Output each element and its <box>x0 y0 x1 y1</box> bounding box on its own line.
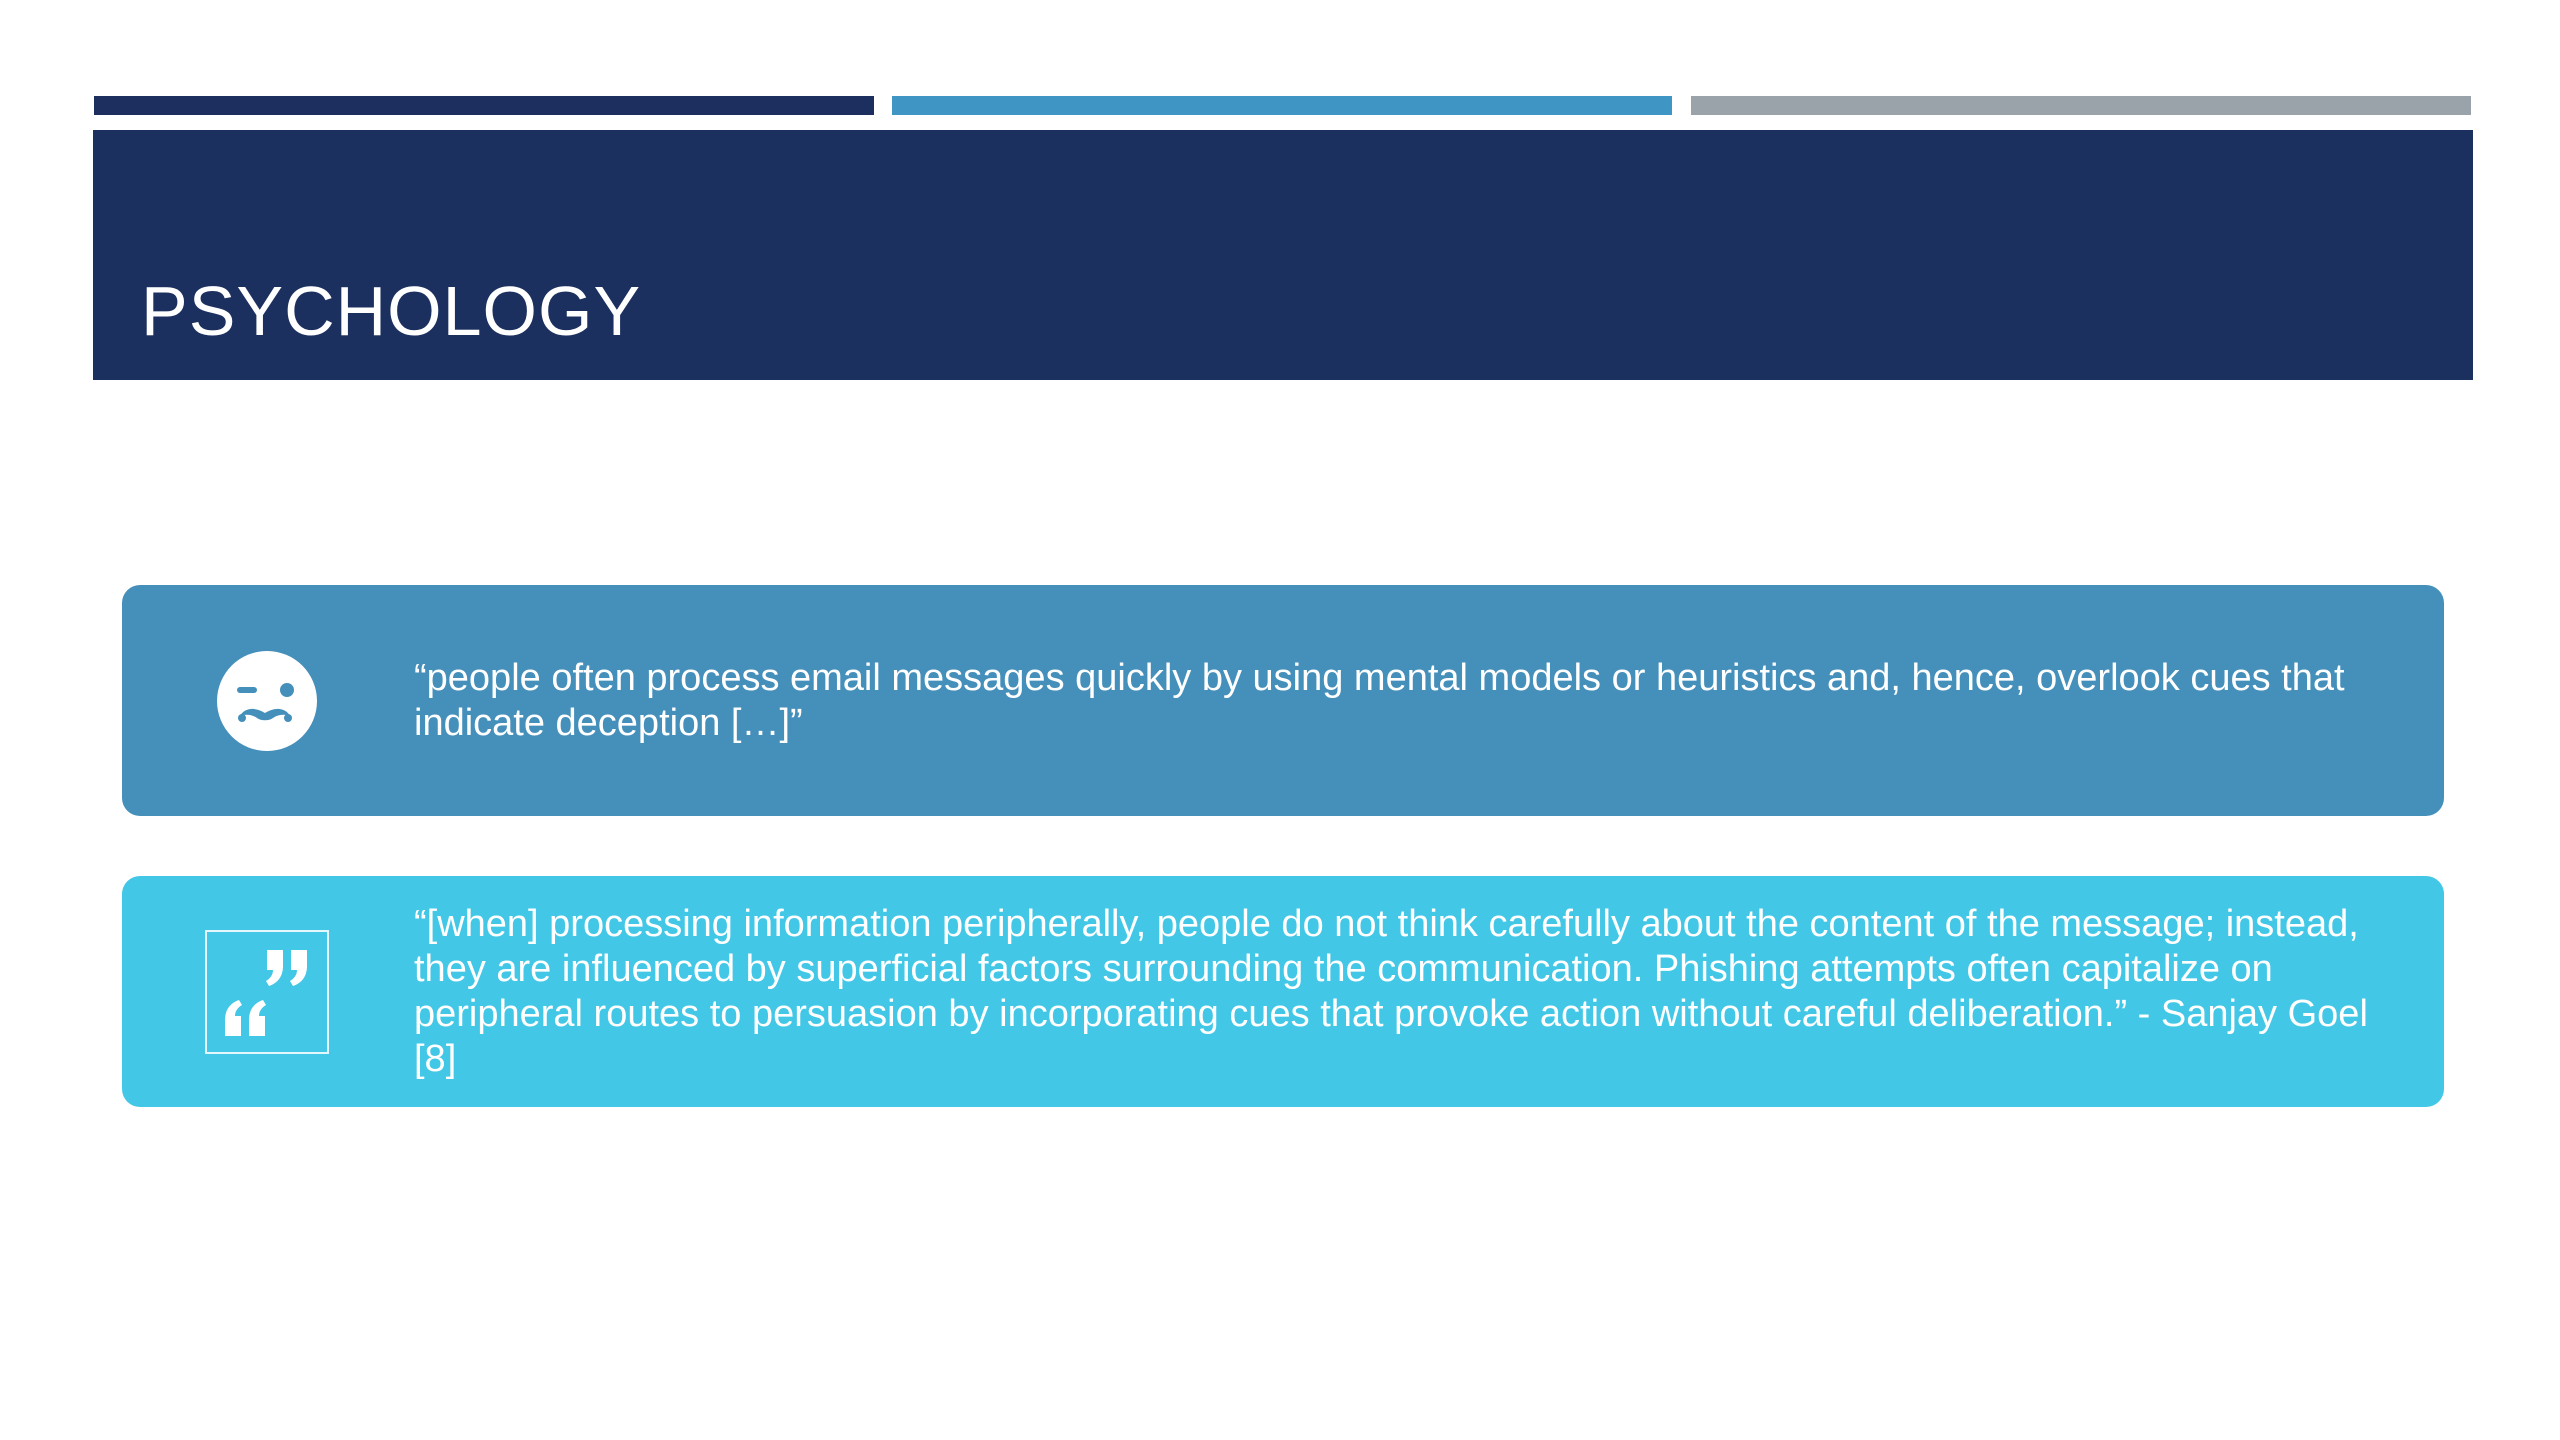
accent-bar-gray <box>1691 96 2471 115</box>
slide-title: PSYCHOLOGY <box>141 272 642 350</box>
quote-text-2: “[when] processing information peripherally, people do not think carefully about the content of the message; instead, they are influenced by superficial factors surrounding the communication. Phishing attempts often capitalize on peripheral routes to persuasion by incorporating cues that provoke action without careful deliberation.” - Sanjay Goel [8] <box>414 902 2368 1080</box>
quote-card-1 <box>122 585 2444 816</box>
quote-card-2 <box>122 876 2444 1107</box>
mustache-face-icon <box>202 636 332 766</box>
quote-text-1: “people often process email messages quickly by using mental models or heuristics and, hence, overlook cues that indicate deception […]” <box>414 656 2345 744</box>
accent-bar-blue <box>892 96 1672 115</box>
quote-frame <box>205 930 329 1054</box>
quotation-marks-icon <box>202 927 332 1057</box>
title-band <box>93 130 2473 380</box>
accent-bar-dark <box>94 96 874 115</box>
